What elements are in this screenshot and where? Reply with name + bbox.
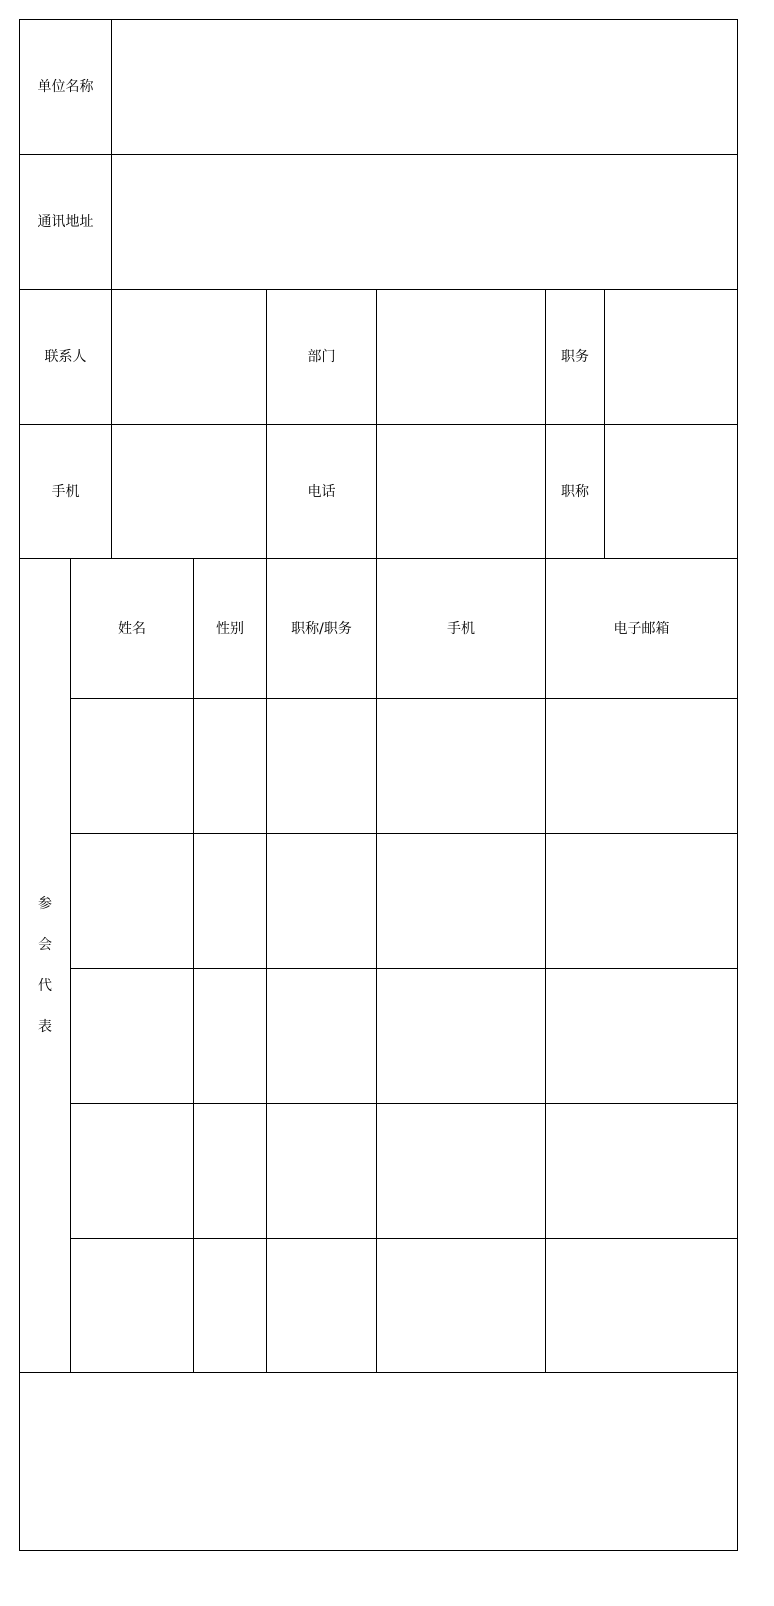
position-field[interactable] xyxy=(604,289,737,424)
attendee-gender-field[interactable] xyxy=(193,1103,266,1238)
unit-name-label: 单位名称 xyxy=(19,19,111,154)
attendee-header-email: 电子邮箱 xyxy=(545,558,737,698)
registration-form-table xyxy=(19,19,737,1550)
attendees-label-char: 表 xyxy=(38,1018,52,1035)
attendee-title-position-field[interactable] xyxy=(266,833,376,968)
mobile-label: 手机 xyxy=(19,424,111,558)
attendee-email-field[interactable] xyxy=(545,833,737,968)
attendee-email-field[interactable] xyxy=(545,968,737,1103)
attendee-name-field[interactable] xyxy=(70,698,193,833)
attendee-header-title-position: 职称/职务 xyxy=(266,558,376,698)
attendees-section-label xyxy=(19,558,70,1372)
attendee-mobile-field[interactable] xyxy=(376,833,545,968)
attendee-mobile-field[interactable] xyxy=(376,698,545,833)
attendee-mobile-field[interactable] xyxy=(376,1103,545,1238)
attendee-title-position-field[interactable] xyxy=(266,1238,376,1372)
attendee-gender-field[interactable] xyxy=(193,1238,266,1372)
attendee-gender-field[interactable] xyxy=(193,698,266,833)
title-field[interactable] xyxy=(604,424,737,558)
remarks-field[interactable] xyxy=(19,1372,737,1550)
attendee-header-gender: 性别 xyxy=(193,558,266,698)
attendee-header-mobile: 手机 xyxy=(376,558,545,698)
mobile-field[interactable] xyxy=(111,424,266,558)
title-label: 职称 xyxy=(545,424,604,558)
attendees-label-char: 参 xyxy=(38,895,52,912)
attendee-email-field[interactable] xyxy=(545,1103,737,1238)
phone-label: 电话 xyxy=(266,424,376,558)
attendees-label-char: 会 xyxy=(38,936,52,953)
attendee-header-name: 姓名 xyxy=(70,558,193,698)
address-field[interactable] xyxy=(111,154,737,289)
attendee-title-position-field[interactable] xyxy=(266,968,376,1103)
attendee-title-position-field[interactable] xyxy=(266,698,376,833)
attendee-mobile-field[interactable] xyxy=(376,968,545,1103)
attendee-name-field[interactable] xyxy=(70,833,193,968)
attendee-name-field[interactable] xyxy=(70,968,193,1103)
attendee-title-position-field[interactable] xyxy=(266,1103,376,1238)
department-label: 部门 xyxy=(266,289,376,424)
attendee-name-field[interactable] xyxy=(70,1238,193,1372)
attendee-gender-field[interactable] xyxy=(193,968,266,1103)
contact-label: 联系人 xyxy=(19,289,111,424)
attendees-label-char: 代 xyxy=(38,977,52,994)
attendee-gender-field[interactable] xyxy=(193,833,266,968)
position-label: 职务 xyxy=(545,289,604,424)
phone-field[interactable] xyxy=(376,424,545,558)
department-field[interactable] xyxy=(376,289,545,424)
address-label: 通讯地址 xyxy=(19,154,111,289)
attendee-email-field[interactable] xyxy=(545,698,737,833)
attendee-email-field[interactable] xyxy=(545,1238,737,1372)
attendee-mobile-field[interactable] xyxy=(376,1238,545,1372)
attendee-name-field[interactable] xyxy=(70,1103,193,1238)
contact-field[interactable] xyxy=(111,289,266,424)
unit-name-field[interactable] xyxy=(111,19,737,154)
